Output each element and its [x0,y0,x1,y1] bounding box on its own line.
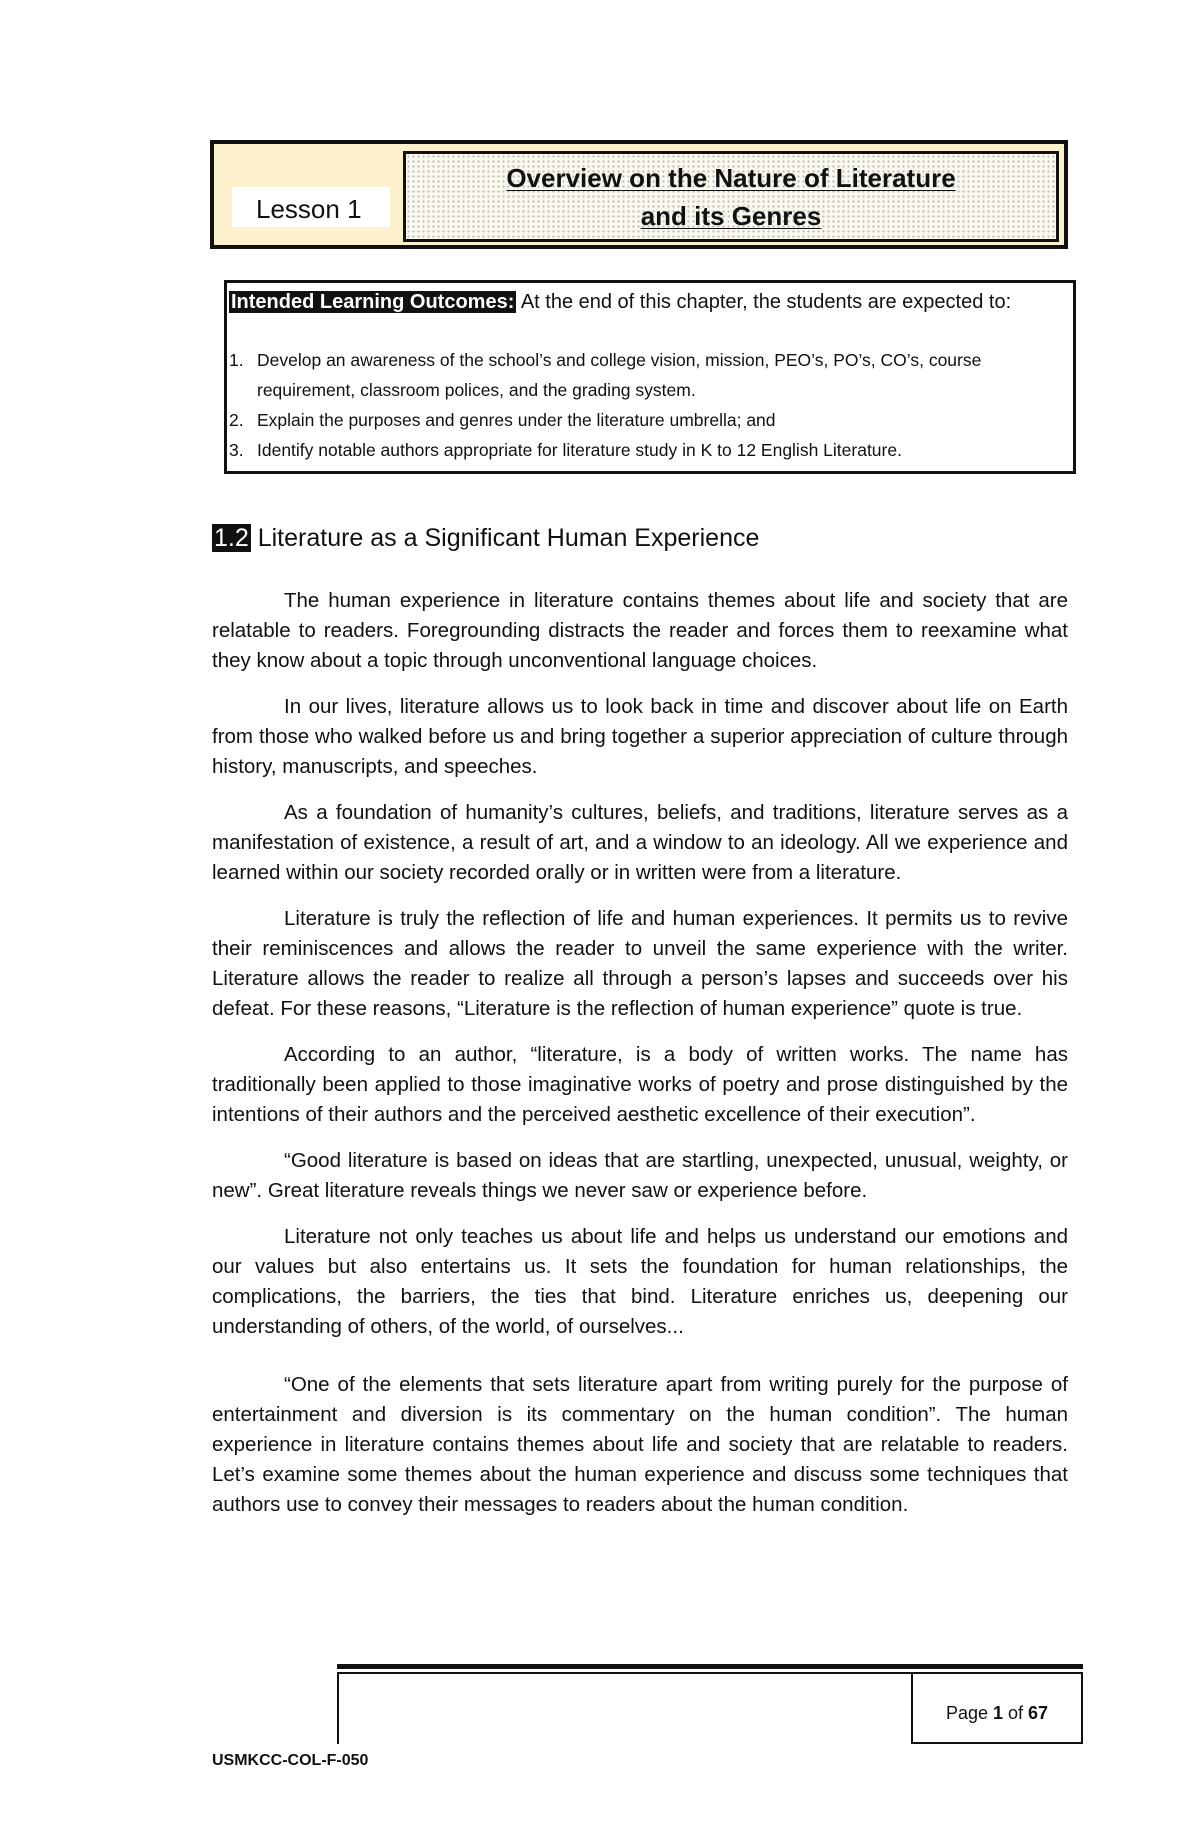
ilo-item [229,345,1069,405]
page-total: 67 [1028,1703,1049,1723]
body-paragraph: According to an author, “literature, is a body of written works. The name has traditionally been applied to those imaginative works of poetry and prose distinguished by the intentions of their authors and the perceived aesthetic excellence of their execution”. [212,1043,1068,1126]
page-current: 1 [992,1703,1003,1723]
section-title: Literature as a Significant Human Experience [250,524,760,552]
ilo-item-text: Develop an awareness of the school’s and college vision, mission, PEO’s, PO’s, CO’s, course requirement, classroom polices, and the grading system. [257,350,982,400]
lesson-label: Lesson 1 [232,187,390,227]
body-paragraph: As a foundation of humanity’s cultures, beliefs, and traditions, literature serves as a manifestation of existence, a result of art, and a window to an ideology. All we experience and learned within our society recorded orally or in written were from a literature. [212,801,1068,884]
ilo-label: Intended Learning Outcomes: [231,291,515,313]
ilo-item-number: 3. [229,440,244,460]
body-paragraph: Literature is truly the reflection of life and human experiences. It permits us to revive their reminiscences and allows the reader to unveil the same experience with the writer. Literature allows the reader to realize all through a person’s lapses and succeeds over his defeat. For these reasons, “Literature is the reflection of human experience” quote is true. [212,907,1068,1020]
ilo-item-text: Identify notable authors appropriate for literature study in K to 12 English Literature. [257,440,902,460]
lesson-title-line-1: Overview on the Nature of Literature [506,162,956,193]
ilo-item-text: Explain the purposes and genres under the literature umbrella; and [257,410,776,430]
page-of: of [1003,1703,1029,1723]
body-paragraph: The human experience in literature contains themes about life and society that are relatable to readers. Foregrounding distracts the reader and forces them to reexamine what they know about a topic through unconventional language choices. [212,589,1068,672]
ilo-item-number: 2. [229,410,244,430]
page-prefix: Page [945,1703,993,1723]
ilo-item [229,435,1069,465]
body-paragraph: In our lives, literature allows us to look back in time and discover about life on Earth from those who walked before us and bring together a superior appreciation of culture through history, manuscripts, and speeches. [212,695,1068,778]
form-code: USMKCC-COL-F-050 [212,1752,369,1769]
body-paragraph: “Good literature is based on ideas that are startling, unexpected, unusual, weighty, or new”. Great literature reveals things we never saw or experience before. [212,1149,1068,1202]
lesson-title-box [403,151,1059,242]
ilo-intro: At the end of this chapter, the students are expected to: [516,291,1012,313]
ilo-item [229,405,1069,435]
section-number: 1.2 [214,524,249,552]
body-paragraph: “One of the elements that sets literature apart from writing purely for the purpose of entertainment and diversion is its commentary on the human condition”. The human experience in literature contains themes about life and society that are relatable to readers. Let’s examine some themes about the human experience and discuss some techniques that authors use to convey their messages to readers about the human condition. [212,1373,1068,1516]
body-text [212,586,1068,1536]
footer-rule-thick [337,1664,1083,1669]
lesson-header [210,140,1068,249]
ilo-heading [229,291,1011,314]
ilo-item-number: 1. [229,350,244,370]
lesson-title-line-2: and its Genres [640,200,822,231]
body-paragraph: Literature not only teaches us about life and helps us understand our emotions and our values but also entertains us. It sets the foundation for human relationships, the complications, the barriers, the ties that bind. Literature enriches us, deepening our understanding of others, of the world, of ourselves... [212,1225,1068,1338]
page-number [911,1674,1083,1744]
section-heading [212,524,759,553]
ilo-list [229,345,1069,465]
intended-learning-outcomes [224,280,1076,474]
footer-divider [337,1674,339,1744]
